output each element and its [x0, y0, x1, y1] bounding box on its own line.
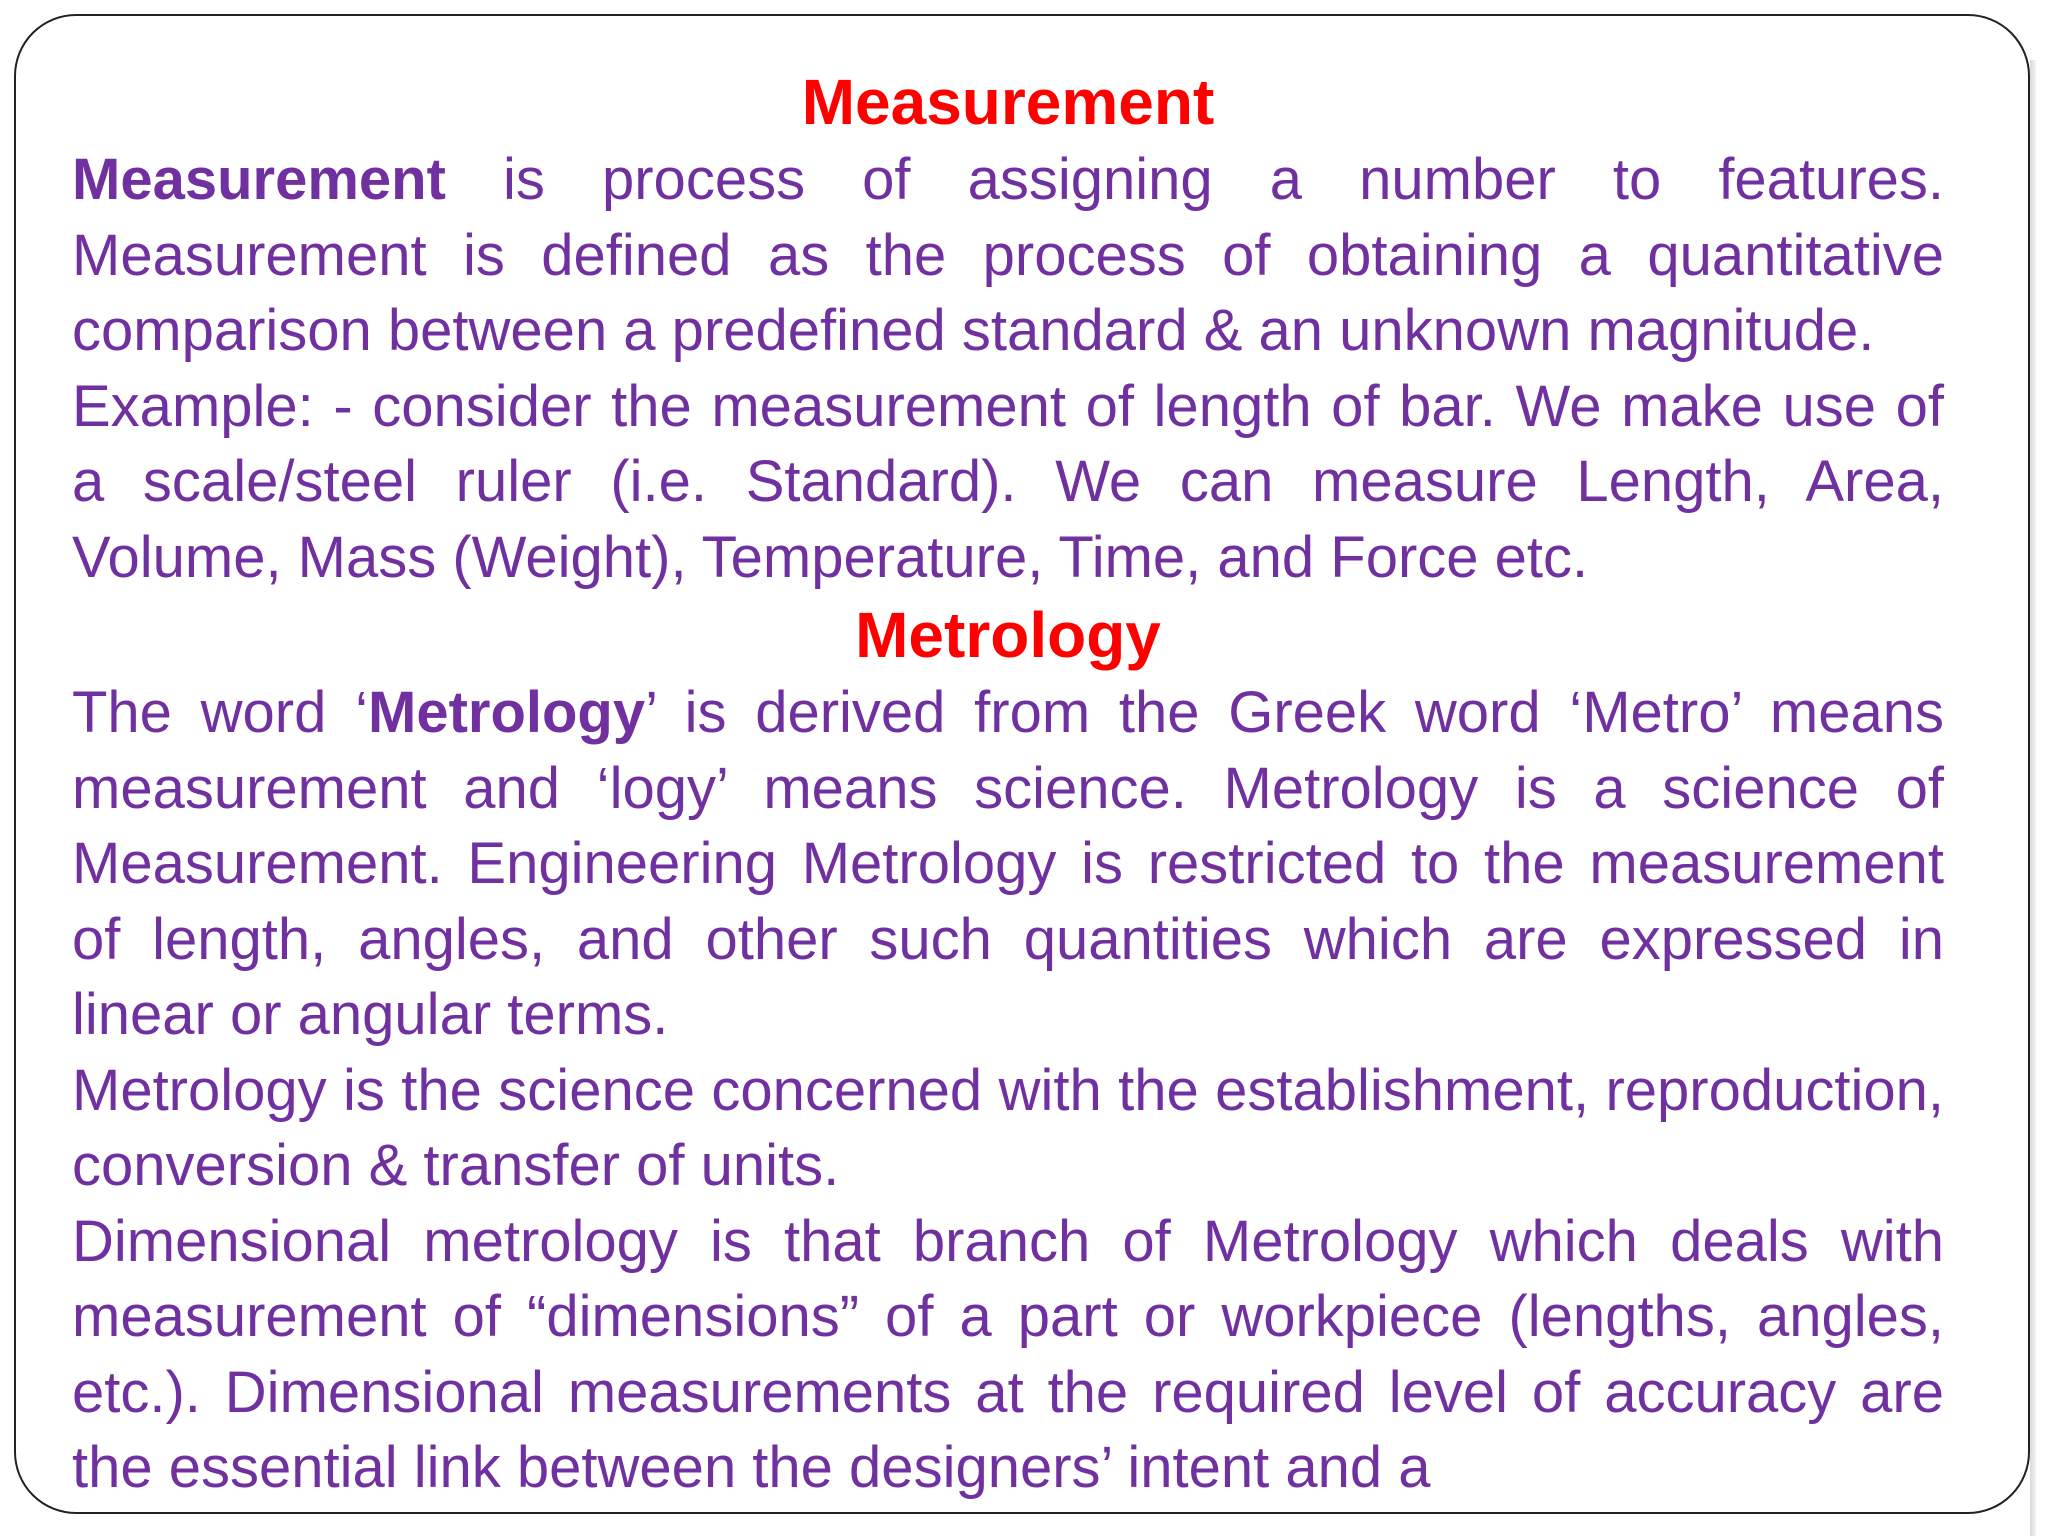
- metrology-intro-text: The word ‘: [72, 680, 368, 745]
- term-measurement: Measurement: [72, 147, 446, 212]
- heading-measurement: Measurement: [801, 66, 1215, 138]
- paragraph-measurement-example: Example: - consider the measurement of length of bar. We make use of a scale/steel ruler (i.e. Standard). We can measure Length, Area, Volume, Mass (Weight), Temperature, Time, and Force etc.: [72, 373, 1944, 590]
- paragraph-measurement-definition: [72, 142, 1944, 369]
- term-metrology: Metrology: [368, 680, 646, 745]
- slide-shadow-edge: [2030, 60, 2036, 1536]
- slide-content: [72, 62, 1944, 1506]
- paragraph-metrology-etymology: [72, 675, 1944, 1053]
- heading-metrology: Metrology: [855, 599, 1161, 671]
- metrology-etymology-text: ’ is derived from the Greek word ‘Metro’ means measurement and ‘logy’ means science. Metrology is a science of Measurement. Engineering Metrology is restricted to the measurement of length, angles, and other such quantities which are expressed in linear or angular terms.: [72, 680, 1944, 1047]
- paragraph-metrology-units: Metrology is the science concerned with the establishment, reproduction, conversion & transfer of units.: [72, 1057, 1944, 1198]
- measurement-definition-text: is process of assigning a number to features. Measurement is defined as the process of obtaining a quantitative comparison between a predefined standard & an unknown magnitude.: [72, 147, 1944, 363]
- paragraph-dimensional-metrology: Dimensional metrology is that branch of Metrology which deals with measurement of “dimensions” of a part or workpiece (lengths, angles, etc.). Dimensional measurements at the required level of accuracy are the essential link between the designers’ intent and a: [72, 1208, 1944, 1500]
